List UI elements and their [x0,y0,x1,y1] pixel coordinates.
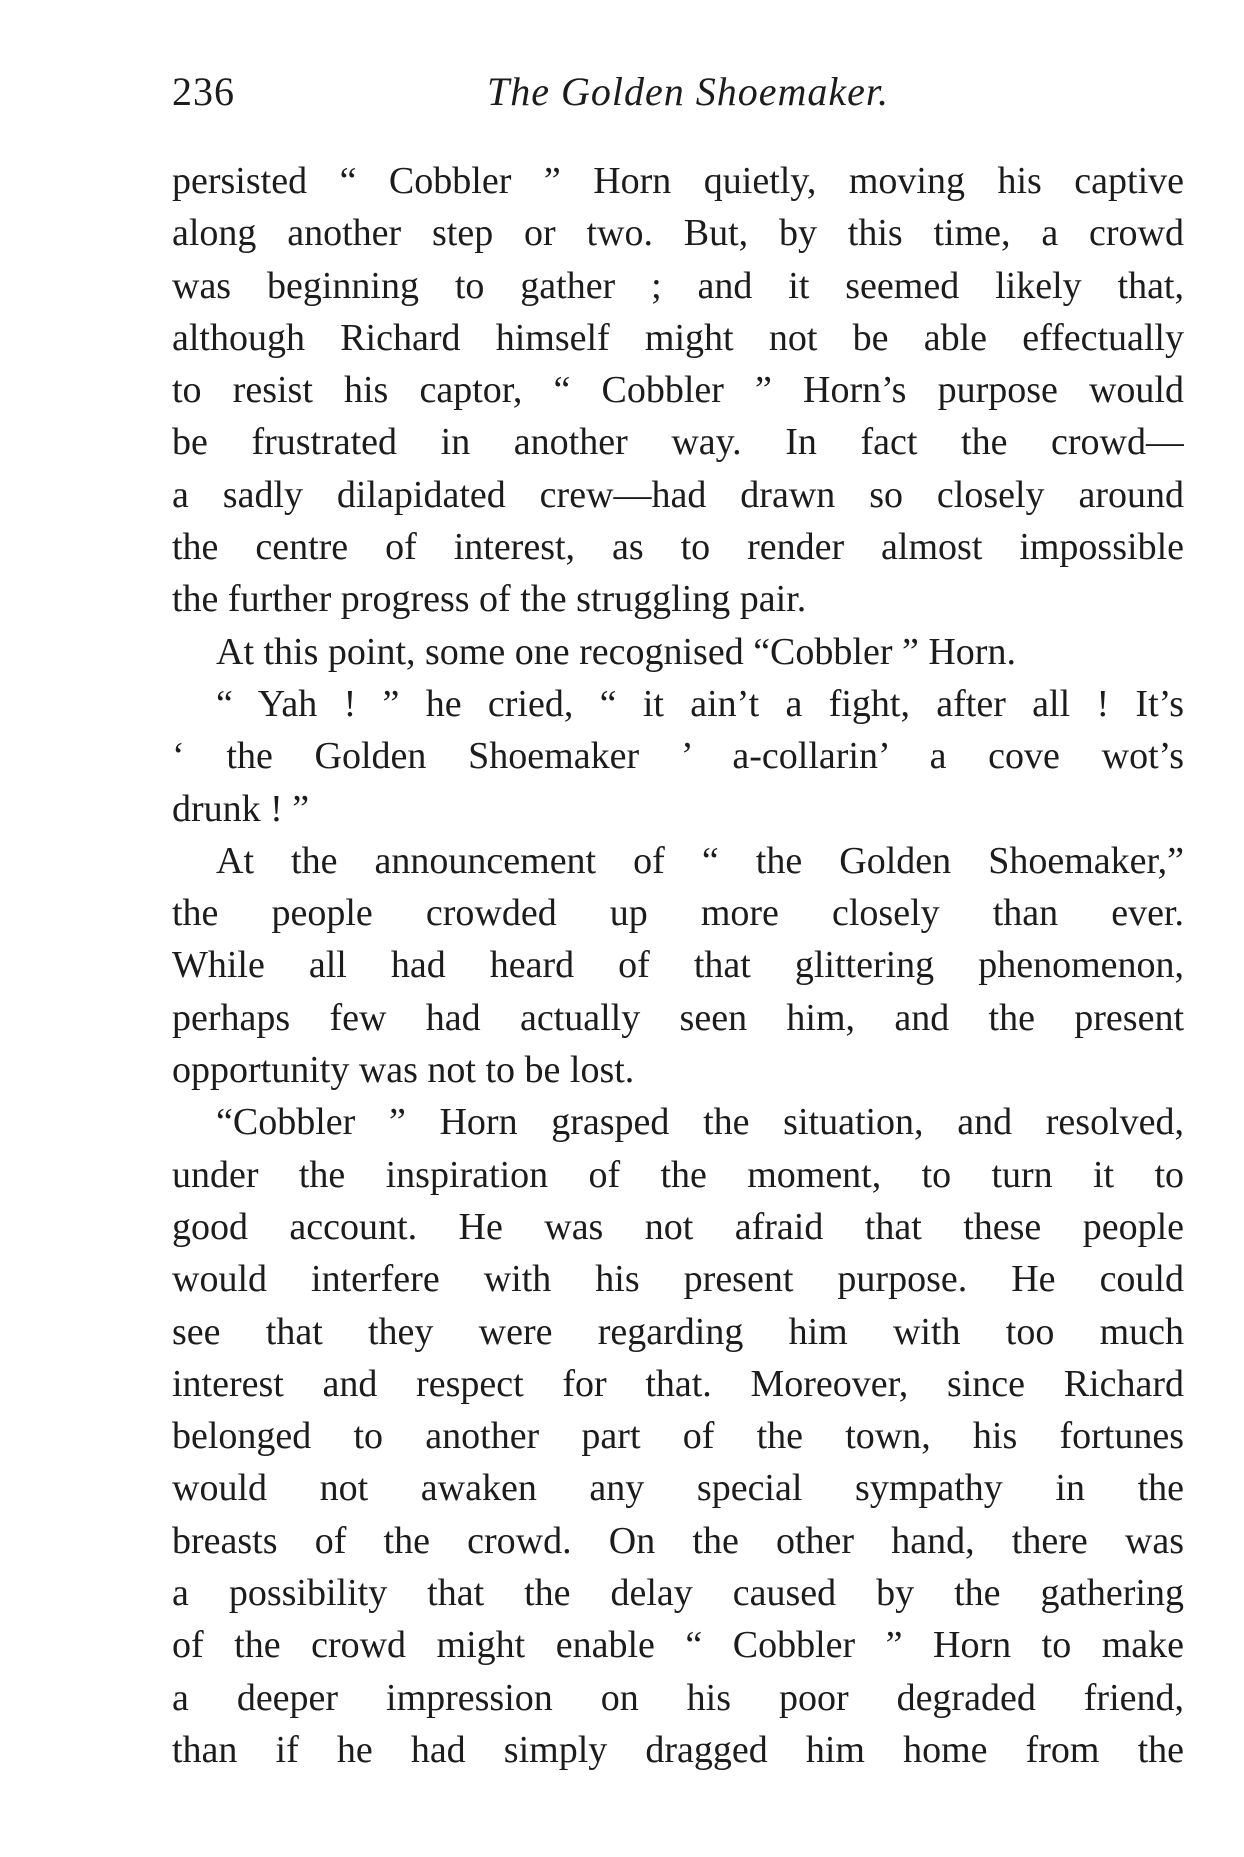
text-line: the centre of interest, as to render almost impossible [172,526,1184,569]
text-line: “Cobbler ” Horn grasped the situation, and resolved, [216,1101,1184,1144]
text-line: would not awaken any special sympathy in the [172,1467,1184,1510]
text-line: At the announcement of “ the Golden Shoemaker,” [216,839,1184,882]
text-line: ‘ the Golden Shoemaker ’ a-collarin’ a cove wot’s [172,735,1184,778]
text-line: drunk ! ” [172,787,310,830]
text-line: would interfere with his present purpose. He could [172,1258,1184,1301]
text-line: interest and respect for that. Moreover, since Richard [172,1362,1184,1405]
text-line: the further progress of the struggling pair. [172,578,807,621]
text-line: perhaps few had actually seen him, and the present [172,996,1184,1039]
text-line: be frustrated in another way. In fact the crowd— [172,421,1184,464]
text-line: opportunity was not to be lost. [172,1049,635,1092]
text-line: than if he had simply dragged him home from the [172,1728,1184,1771]
text-line: the people crowded up more closely than ever. [172,892,1184,935]
body-text [172,155,1184,1776]
text-line: of the crowd might enable “ Cobbler ” Horn to make [172,1624,1184,1667]
text-line: along another step or two. But, by this time, a crowd [172,212,1184,255]
text-line: to resist his captor, “ Cobbler ” Horn’s purpose would [172,369,1184,412]
text-line: was beginning to gather ; and it seemed likely that, [172,264,1184,307]
text-line: breasts of the crowd. On the other hand, there was [172,1519,1184,1562]
text-line: good account. He was not afraid that these people [172,1205,1184,1248]
page-number: 236 [172,69,235,114]
text-line: a deeper impression on his poor degraded friend, [172,1676,1184,1719]
text-line: persisted “ Cobbler ” Horn quietly, moving his captive [172,160,1184,202]
text-line: although Richard himself might not be able effectually [172,316,1184,359]
text-line: “ Yah ! ” he cried, “ it ain’t a fight, after all ! It’s [216,682,1184,725]
text-line: a sadly dilapidated crew—had drawn so closely around [172,473,1184,516]
text-line: see that they were regarding him with too much [172,1310,1184,1353]
text-line: At this point, some one recognised “Cobbler ” Horn. [216,630,1016,673]
text-line: a possibility that the delay caused by the gathering [172,1572,1184,1615]
running-title: The Golden Shoemaker. [486,69,890,114]
text-line: While all had heard of that glittering phenomenon, [172,944,1184,987]
text-line: belonged to another part of the town, his fortunes [172,1415,1184,1458]
running-head [172,62,1184,122]
text-line: under the inspiration of the moment, to turn it to [172,1153,1184,1196]
